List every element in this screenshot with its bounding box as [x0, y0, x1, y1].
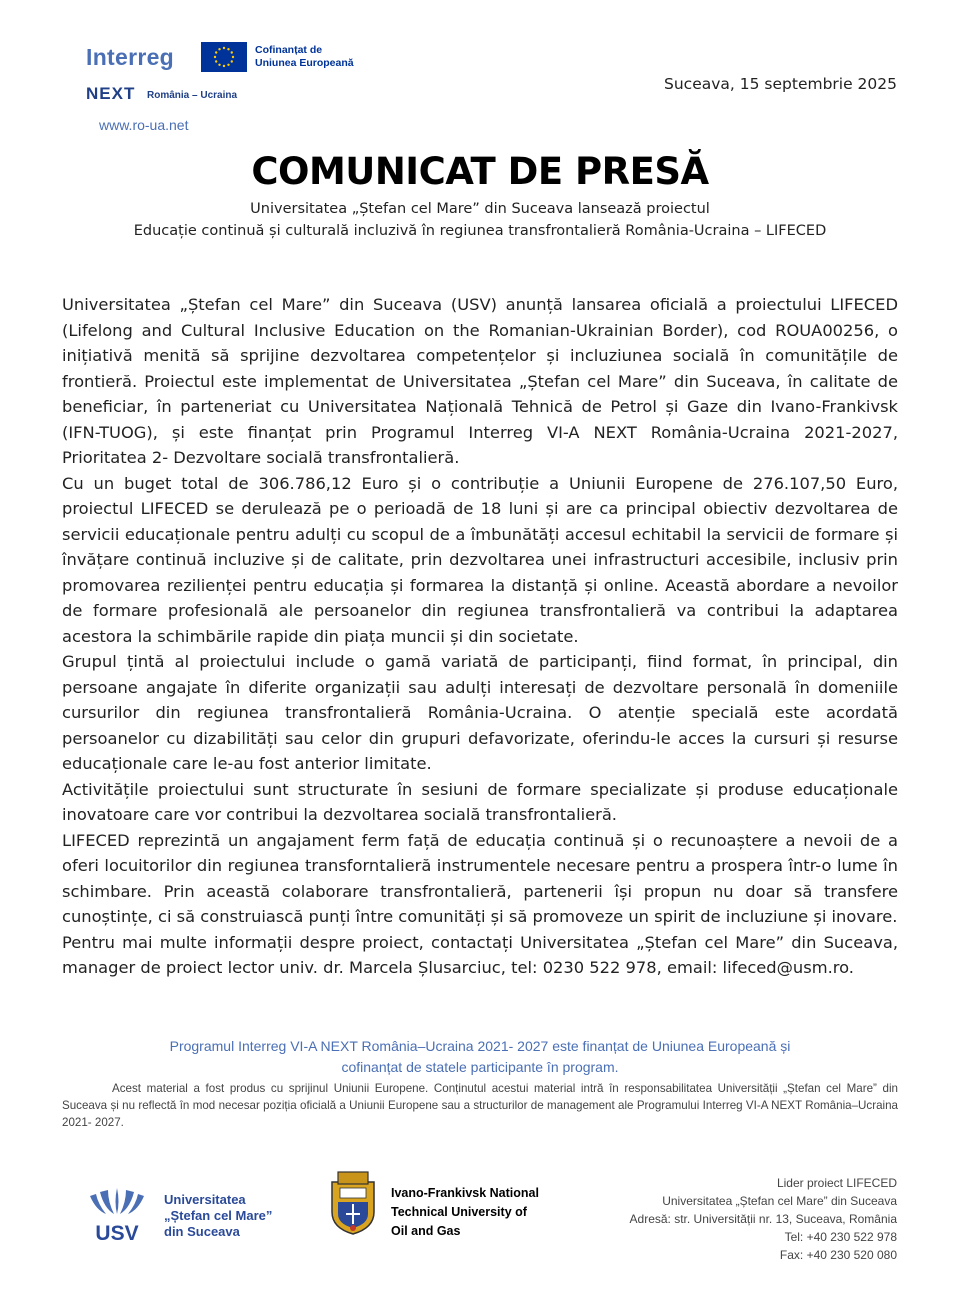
ift-name-line-1: Ivano-Frankivsk National [391, 1186, 539, 1200]
ift-name [391, 1184, 539, 1241]
eu-star-icon [214, 56, 216, 58]
eu-star-icon [232, 56, 234, 58]
lead-fax: Fax: +40 230 520 080 [779, 1248, 897, 1262]
eu-flag-icon [201, 42, 247, 72]
funding-note [100, 1036, 860, 1078]
date-line: Suceava, 15 septembrie 2025 [664, 75, 897, 93]
ivano-frankivsk-crest-icon [328, 1168, 378, 1236]
lead-title: Lider proiect LIFECED [776, 1176, 897, 1190]
interreg-logo-text: Interreg [86, 44, 175, 70]
usv-name-line-1: Universitatea [164, 1192, 246, 1207]
subtitle-line-1: Universitatea „Ștefan cel Mare” din Suceava lansează proiectul [250, 201, 710, 217]
program-region-label: România – Ucraina [147, 90, 238, 101]
program-website-link[interactable]: www.ro-ua.net [99, 117, 189, 133]
disclaimer: Acest material a fost produs cu sprijinul Uniunii Europene. Conținutul acestui material intră în responsabilitatea Universității „Ștefan cel Mare” din Suceava și nu reflectă în mod necesar poziția oficială a Uniunii Europene sau a structurilor de management ale Programului Interreg VI-A NEXT România–Ucraina 2021- 2027. [62, 1082, 898, 1129]
paragraph-budget: Cu un buget total de 306.786,12 Euro și o contribuție a Uniunii Europene de 276.107,50 Euro, proiectul LIFECED se derulează pe o perioadă de 18 luni și are ca principal obiectiv dezvoltarea de servicii educaționale pentru adulți cu scopul de a îmbunătăți accesul echitabil la servicii de formare și învățare continuă incluzive și de calitate, prin dezvoltarea unei infrastructuri accesibile, inclusiv prin promovarea rezilienței pentru educația și formarea la distanță și online. Această abordare a nevoilor de formare profesională ale persoanelor din regiunea transfrontalieră va contribui la adaptarea acestora la schimbările rapide din piața muncii și din societate. [62, 473, 898, 646]
press-release-body [62, 292, 898, 981]
eu-star-icon [215, 60, 217, 62]
eu-star-icon [218, 48, 220, 50]
funding-note-line-1: Programul Interreg VI-A NEXT România–Ucraina 2021- 2027 este finanțat de Uniunea Europeană și [169, 1038, 791, 1054]
ift-name-line-2: Technical University of [391, 1205, 527, 1219]
paragraph-commitment: LIFECED reprezintă un angajament ferm față de educația continuă și o recunoaștere a nevoii de a oferi locuitorilor din regiunea transforntalieră instrumentele necesare pentru a prospera într-o lume în schimbare. Prin această colaborare transfrontalieră, partenerii își propun nu doar să transfere cunoștințe, ci să construiască punți între comunități și să promoveze un spirit de incluziune și inovare. [62, 830, 898, 926]
cofinanced-line-1: Cofinanțat de [255, 44, 323, 56]
usv-name [164, 1192, 272, 1240]
page-title: COMUNICAT DE PRESĂ [251, 150, 709, 193]
paragraph-target-group: Grupul țintă al proiectului include o gamă variată de participanți, fiind format, în principal, din persoane angajate în diferite organizații sau adulți interesați de dezvoltare personală în domeniile cursurilor din regiunea transfrontalieră România-Ucraina. O atenție specială este acordată persoanelor cu dizabilități sau celor din grupuri defavorizate, oferindu-le acces la cursuri și resurse educaționale care le-au fost anterior limitate. [62, 652, 898, 773]
lead-phone: Tel: +40 230 522 978 [784, 1230, 897, 1244]
eu-star-icon [223, 47, 225, 49]
subtitle [0, 198, 960, 242]
eu-star-icon [231, 60, 233, 62]
paragraph-activities: Activitățile proiectului sunt structurate în sesiuni de formare specializate și produse educaționale inovatoare care vor contribui la dezvoltarea socială transfrontalieră. [62, 779, 898, 824]
ift-name-line-3: Oil and Gas [391, 1224, 461, 1238]
eu-star-icon [227, 64, 229, 66]
usv-logo-mark: USV [95, 1222, 139, 1244]
usv-name-line-2: „Ștefan cel Mare” [164, 1208, 273, 1223]
subtitle-line-2: Educație continuă și culturală incluzivă în regiunea transfrontalieră România-Ucraina – LIFECED [133, 223, 827, 239]
usv-logo-icon [84, 1188, 150, 1244]
cofinanced-label [255, 44, 354, 70]
lead-address: Adresă: str. Universității nr. 13, Suceava, România [629, 1212, 897, 1226]
usv-name-line-3: din Suceava [164, 1224, 240, 1239]
lead-university: Universitatea „Ștefan cel Mare” din Suceava [662, 1194, 897, 1208]
paragraph-contact: Pentru mai multe informații despre proiect, contactați Universitatea „Ștefan cel Mare” din Suceava, manager de proiect lector univ. dr. Marcela Șlusarciuc, tel: 0230 522 978, email: lifeced@usm.ro. [62, 932, 898, 977]
next-logo-text: NEXT [86, 84, 136, 103]
project-lead-contact [630, 1174, 897, 1264]
eu-star-icon [223, 65, 225, 67]
eu-star-icon [215, 51, 217, 53]
eu-star-icon [231, 51, 233, 53]
eu-star-icon [218, 64, 220, 66]
eu-star-icon [227, 48, 229, 50]
cofinanced-line-2: Uniunea Europeană [255, 57, 354, 69]
funding-note-line-2: cofinanțat de statele participante în program. [341, 1059, 619, 1075]
paragraph-intro: Universitatea „Ștefan cel Mare” din Suceava (USV) anunță lansarea oficială a proiectului LIFECED (Lifelong and Cultural Inclusive Education on the Romanian-Ukrainian Border), cod ROUA00256, o inițiativă menită să sprijine dezvoltarea competențelor și incluziunea socială în comunitățile de frontieră. Proiectul este implementat de Universitatea „Ștefan cel Mare” din Suceava, în calitate de beneficiar, în parteneriat cu Universitatea Națională Tehnică de Petrol și Gaze din Ivano-Frankivsk (IFN-TUOG), și este finanțat prin Programul Interreg VI-A NEXT România-Ucraina 2021-2027, Prioritatea 2- Dezvoltare socială transfrontalieră. [62, 295, 898, 467]
